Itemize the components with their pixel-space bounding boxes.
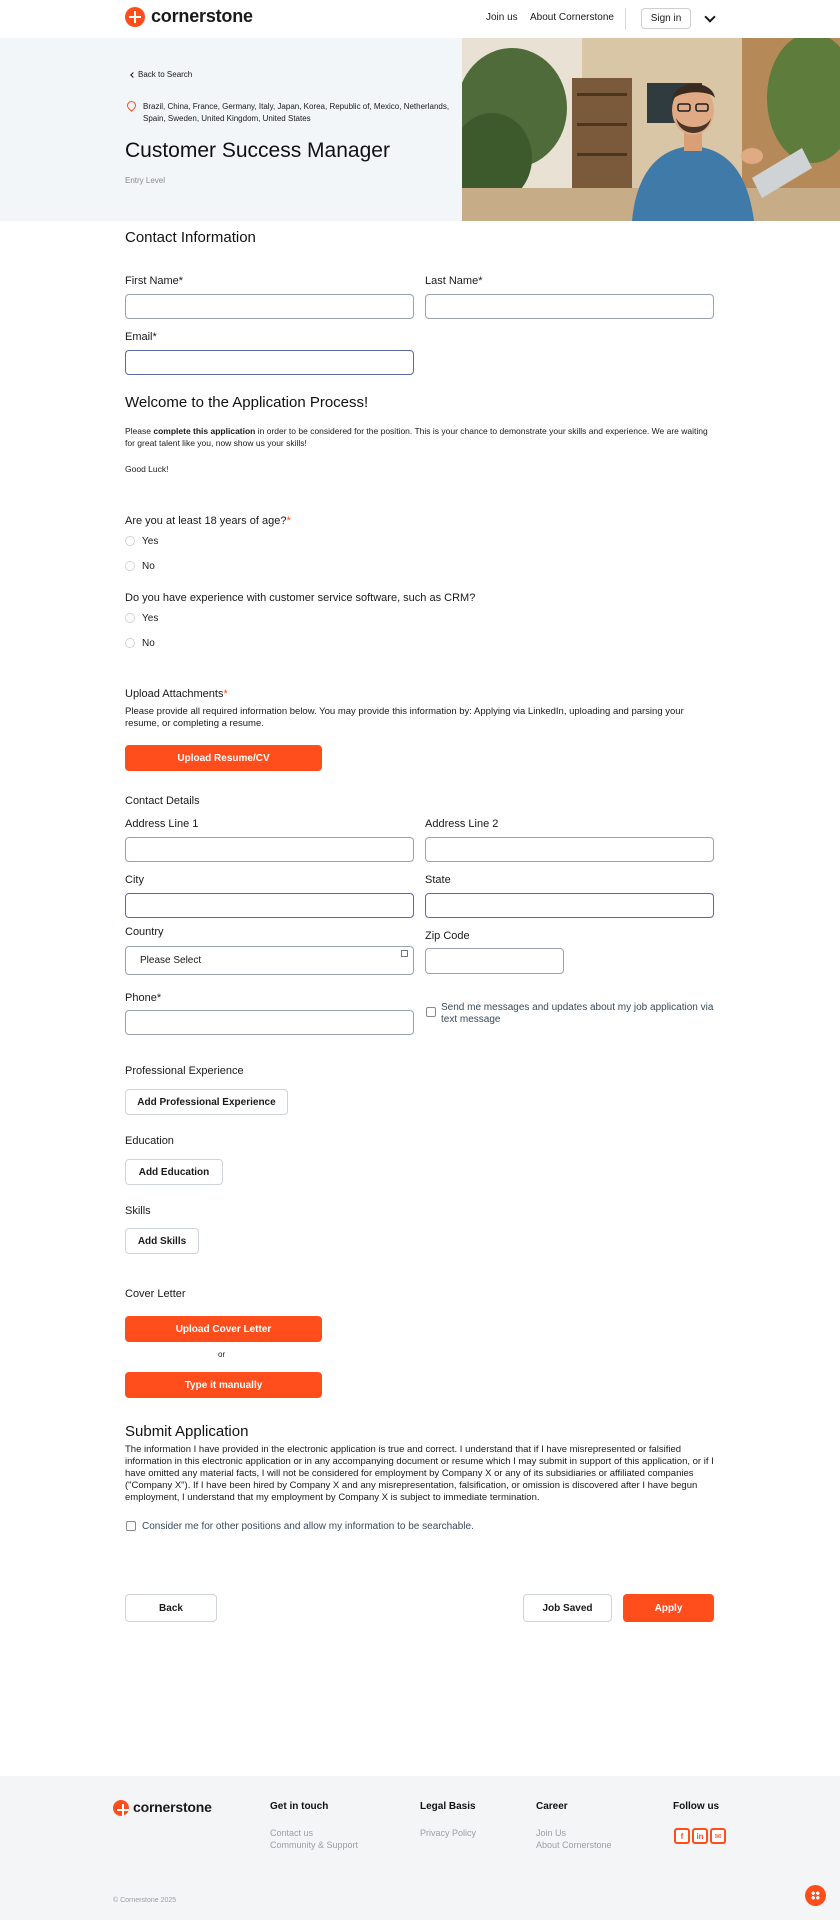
first-name-label: First Name* xyxy=(125,275,184,287)
zip-code-label: Zip Code xyxy=(425,930,470,942)
submit-application-heading: Submit Application xyxy=(125,1423,249,1440)
radio-button[interactable] xyxy=(125,561,135,571)
footer-logo-icon[interactable] xyxy=(113,1800,129,1816)
job-title: Customer Success Manager xyxy=(125,139,390,162)
address-line-1-input[interactable] xyxy=(125,837,414,862)
footer-about-cornerstone-link[interactable]: About Cornerstone xyxy=(536,1840,612,1850)
back-to-search-link[interactable]: Back to Search xyxy=(138,70,193,79)
type-manually-button[interactable]: Type it manually xyxy=(125,1372,322,1398)
job-level: Entry Level xyxy=(125,176,166,185)
contact-information-heading: Contact Information xyxy=(125,229,256,246)
apply-button[interactable]: Apply xyxy=(623,1594,714,1622)
radio-button[interactable] xyxy=(125,613,135,623)
welcome-text: Please complete this application in order to be considered for the position. This is your chance to demonstrate your skills and experience. We are waiting for great talent like you, now show us your skills! xyxy=(125,426,708,448)
country-select-value: Please Select xyxy=(140,955,202,966)
radio-button[interactable] xyxy=(125,536,135,546)
hero-photo-illustration xyxy=(462,38,840,221)
footer-join-us-link[interactable]: Join Us xyxy=(536,1828,567,1838)
grid-icon xyxy=(811,1891,820,1900)
phone-input[interactable] xyxy=(125,1010,414,1035)
sms-opt-in-label[interactable]: Send me messages and updates about my job application via text message xyxy=(441,1002,714,1025)
first-name-input[interactable] xyxy=(125,294,414,319)
last-name-input[interactable] xyxy=(425,294,714,319)
job-locations: Brazil, China, France, Germany, Italy, Japan, Korea, Republic of, Mexico, Netherlands, Spain, Sweden, United Kingdom, United States xyxy=(143,102,450,123)
upload-attachments-heading: Upload Attachments* xyxy=(125,688,228,700)
crm-yes-option[interactable]: Yes xyxy=(125,611,158,625)
address-line-1-label: Address Line 1 xyxy=(125,818,199,830)
sign-in-button[interactable]: Sign in xyxy=(641,8,691,29)
chat-widget-button[interactable] xyxy=(805,1885,826,1906)
city-input[interactable] xyxy=(125,893,414,918)
contact-details-heading: Contact Details xyxy=(125,795,200,807)
crm-no-option[interactable]: No xyxy=(125,636,155,650)
upload-cover-letter-button[interactable]: Upload Cover Letter xyxy=(125,1316,322,1342)
career-heading: Career xyxy=(536,1801,568,1812)
searchable-opt-in-checkbox[interactable] xyxy=(126,1521,136,1531)
hero-photo xyxy=(462,38,840,221)
footer-copyright: © Cornerstone 2025 xyxy=(113,1897,177,1904)
back-button[interactable]: Back xyxy=(125,1594,217,1622)
nav-divider xyxy=(625,8,626,30)
dropdown-caret-icon xyxy=(401,950,408,957)
add-professional-experience-button[interactable]: Add Professional Experience xyxy=(125,1089,288,1115)
cover-letter-heading: Cover Letter xyxy=(125,1288,186,1300)
or-separator: or xyxy=(218,1350,226,1359)
upload-attachments-text: Please provide all required information below. You may provide this information by: Applying via LinkedIn, uploading and parsing your resume, or completing a resume. xyxy=(125,706,684,729)
radio-button[interactable] xyxy=(125,638,135,648)
footer-contact-us-link[interactable]: Contact us xyxy=(270,1828,314,1838)
nav-join-us[interactable]: Join us xyxy=(486,12,518,23)
city-label: City xyxy=(125,874,144,886)
add-education-button[interactable]: Add Education xyxy=(125,1159,223,1185)
get-in-touch-heading: Get in touch xyxy=(270,1801,329,1812)
footer-brand-name[interactable]: cornerstone xyxy=(133,1799,212,1815)
job-saved-button[interactable]: Job Saved xyxy=(523,1594,612,1622)
age-question: Are you at least 18 years of age?* xyxy=(125,515,291,527)
cornerstone-logo-icon[interactable] xyxy=(125,7,145,27)
zip-code-input[interactable] xyxy=(425,948,564,974)
facebook-icon[interactable]: f xyxy=(674,1828,690,1844)
brand-name[interactable]: cornerstone xyxy=(151,6,253,26)
follow-us-heading: Follow us xyxy=(673,1801,720,1812)
email-icon[interactable]: ✉ xyxy=(710,1828,726,1844)
state-input[interactable] xyxy=(425,893,714,918)
job-hero xyxy=(0,38,462,221)
address-line-2-label: Address Line 2 xyxy=(425,818,499,830)
footer-privacy-policy-link[interactable]: Privacy Policy xyxy=(420,1828,477,1838)
skills-heading: Skills xyxy=(125,1205,151,1217)
address-line-2-input[interactable] xyxy=(425,837,714,862)
email-label: Email* xyxy=(125,331,157,343)
submit-disclaimer: The information I have provided in the electronic application is true and correct. I understand that if I have misrepresented or falsified information in this electronic application or in any accompanying document or resume which I may submit in support of this application, or if I have omitted any material facts, I will not be considered for employment by Company X or any of its subsidiaries or affiliated companies ("Company X"). If I have been hired by Company X and any misrepresentation, falsification, or omission is discovered after I have begun employment, I understand that my employment by Company X is subject to immediate termination. xyxy=(125,1444,714,1503)
sms-opt-in-checkbox[interactable] xyxy=(426,1007,436,1017)
footer-community-support-link[interactable]: Community & Support xyxy=(270,1840,359,1850)
age-no-option[interactable]: No xyxy=(125,559,155,573)
welcome-heading: Welcome to the Application Process! xyxy=(125,394,369,411)
phone-label: Phone* xyxy=(125,992,162,1004)
legal-basis-heading: Legal Basis xyxy=(420,1801,476,1812)
professional-experience-heading: Professional Experience xyxy=(125,1065,244,1077)
age-yes-option[interactable]: Yes xyxy=(125,534,158,548)
site-header xyxy=(0,0,840,38)
crm-question: Do you have experience with customer service software, such as CRM? xyxy=(125,592,476,604)
country-label: Country xyxy=(125,926,164,938)
country-select[interactable] xyxy=(125,946,414,975)
education-heading: Education xyxy=(125,1135,174,1147)
searchable-opt-in-label[interactable]: Consider me for other positions and allow my information to be searchable. xyxy=(142,1521,474,1532)
state-label: State xyxy=(425,874,451,886)
upload-resume-button[interactable]: Upload Resume/CV xyxy=(125,745,322,771)
last-name-label: Last Name* xyxy=(425,275,483,287)
email-input[interactable] xyxy=(125,350,414,375)
nav-about-cornerstone[interactable]: About Cornerstone xyxy=(530,12,614,23)
chevron-down-icon[interactable] xyxy=(704,11,715,22)
linkedin-icon[interactable]: in xyxy=(692,1828,708,1844)
good-luck-text: Good Luck! xyxy=(125,464,169,474)
add-skills-button[interactable]: Add Skills xyxy=(125,1228,199,1254)
